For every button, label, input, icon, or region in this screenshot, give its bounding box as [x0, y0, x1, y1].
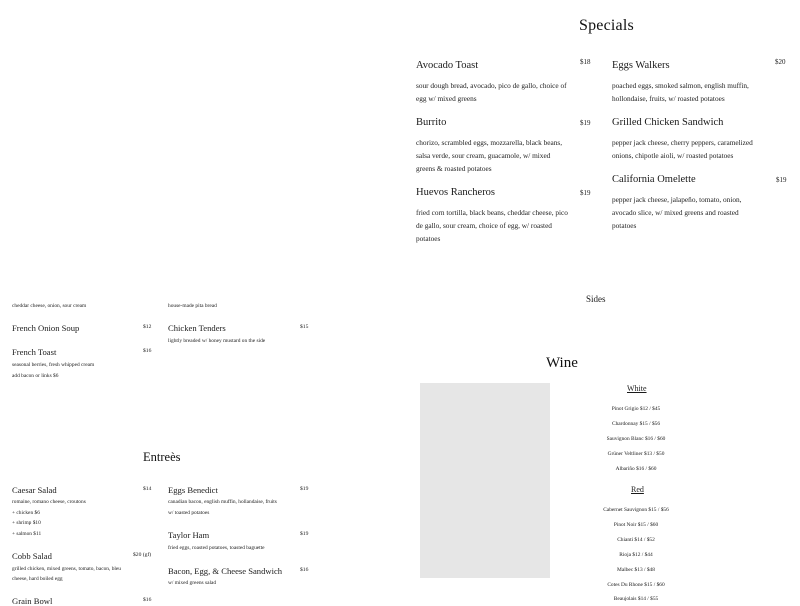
starter-name: French Toast	[12, 347, 57, 357]
starter-desc-fragment: house-made pita bread	[168, 303, 217, 309]
wine-list-item: Pinot Noir $15 / $60	[613, 522, 659, 528]
special-name: California Omelette	[612, 174, 696, 185]
special-price: $20	[775, 58, 786, 66]
wine-red-label: Red	[631, 485, 644, 494]
special-name: Burrito	[416, 117, 447, 128]
starter-name: French Onion Soup	[12, 323, 80, 333]
entree-price: $20 (gf)	[133, 552, 152, 558]
special-desc: chorizo, scrambled eggs, mozzarella, black beans, salsa verde, sour cream, guacamole, w/ mixed greens & roasted potatoes	[416, 138, 563, 174]
entree-desc: w/ mixed greens salad	[168, 580, 217, 586]
entree-desc: fried eggs, roasted potatoes, toasted baguette	[168, 545, 265, 551]
entree-name: Bacon, Egg, & Cheese Sandwich	[168, 566, 283, 576]
entree-name: Caesar Salad	[12, 485, 57, 495]
special-price: $19	[580, 119, 591, 127]
starter-desc: seasonal berries, fresh whipped cream	[12, 362, 95, 368]
entree-name: Cobb Salad	[12, 551, 52, 561]
starter-desc: add bacon or links $6	[12, 373, 59, 379]
entree-name: Eggs Benedict	[168, 485, 218, 495]
wine-list-item: Cotes Du Rhone $15 / $60	[607, 582, 665, 588]
starter-price: $15	[300, 324, 309, 330]
starter-desc: lightly breaded w/ honey mustard on the side	[168, 338, 266, 344]
specials-heading: Specials	[579, 17, 634, 34]
special-desc: poached eggs, smoked salmon, english muffin, hollondaise, fruits, w/ roasted potatoes	[612, 81, 749, 104]
special-desc: sour dough bread, avocado, pico de gallo, choice of egg w/ mixed greens	[416, 81, 567, 104]
special-price: $18	[580, 58, 591, 66]
entree-desc: grilled chicken, mixed greens, tomato, bacon, bleu	[12, 566, 121, 572]
entree-desc: cheese, hard boiled egg	[12, 576, 63, 582]
special-name: Avocado Toast	[416, 60, 479, 71]
wine-list-item-cut: Beaujolais $14 / $55	[613, 596, 659, 602]
wine-list-item: Albariño $16 / $60	[615, 466, 657, 472]
entree-desc: romaine, romano cheese, croutons	[12, 499, 86, 505]
wine-heading: Wine	[546, 355, 578, 371]
starter-price: $12	[143, 324, 152, 330]
wine-list-item: Pinot Grigio $12 / $45	[611, 406, 661, 412]
entrees-heading: Entreès	[143, 450, 181, 464]
entree-desc: w/ toasted potatoes	[168, 510, 210, 516]
special-name: Grilled Chicken Sandwich	[612, 117, 724, 128]
entree-price: $19	[300, 531, 309, 537]
wine-image-placeholder	[420, 383, 550, 578]
entree-desc: + shrimp $10	[12, 520, 41, 526]
entree-desc: canadian bacon, english muffin, hollandaise, fruits	[168, 499, 277, 505]
entree-price: $14	[143, 486, 152, 492]
wine-list-item: Chianti $14 / $52	[617, 537, 655, 543]
wine-list-item: Cabernet Sauvignon $15 / $56	[603, 507, 669, 513]
wine-list-item: Grüner Veltliner $13 / $50	[607, 451, 665, 457]
special-name: Huevos Rancheros	[416, 187, 496, 198]
special-desc: pepper jack cheese, jalapeño, tomato, onion, avocado slice, w/ mixed greens and roasted potatoes	[612, 195, 742, 231]
starter-desc-fragment: cheddar cheese, onion, sour cream	[12, 303, 87, 309]
wine-list-item: Chardonnay $15 / $56	[611, 421, 661, 427]
special-name: Eggs Walkers	[612, 60, 670, 71]
special-price: $19	[580, 189, 591, 197]
wine-list-item: Rioja $12 / $44	[619, 552, 653, 558]
special-desc: fried corn tortilla, black beans, cheddar cheese, pico de gallo, sour cream, choice of egg, w/ roasted potatoes	[416, 208, 568, 244]
wine-list-item: Malbec $13 / $48	[617, 567, 655, 573]
entree-price: $19	[300, 486, 309, 492]
entree-name-cut: Grain Bowl	[12, 596, 53, 606]
special-desc: pepper jack cheese, cherry peppers, caramelized onions, chipotle aioli, w/ roasted potatoes	[612, 138, 753, 161]
starter-name: Chicken Tenders	[168, 323, 226, 333]
wine-white-label: White	[627, 384, 647, 393]
entree-price: $16	[300, 567, 309, 573]
sides-heading-partial: Sides	[586, 294, 606, 304]
entree-desc: + salmon $11	[12, 531, 42, 537]
starter-price: $16	[143, 348, 152, 354]
wine-list-item: Sauvignon Blanc $16 / $60	[606, 436, 666, 442]
entree-price-cut: $16	[143, 597, 152, 603]
entree-desc: + chicken $6	[12, 510, 40, 516]
special-price: $19	[776, 176, 787, 184]
entree-name: Taylor Ham	[168, 530, 210, 540]
